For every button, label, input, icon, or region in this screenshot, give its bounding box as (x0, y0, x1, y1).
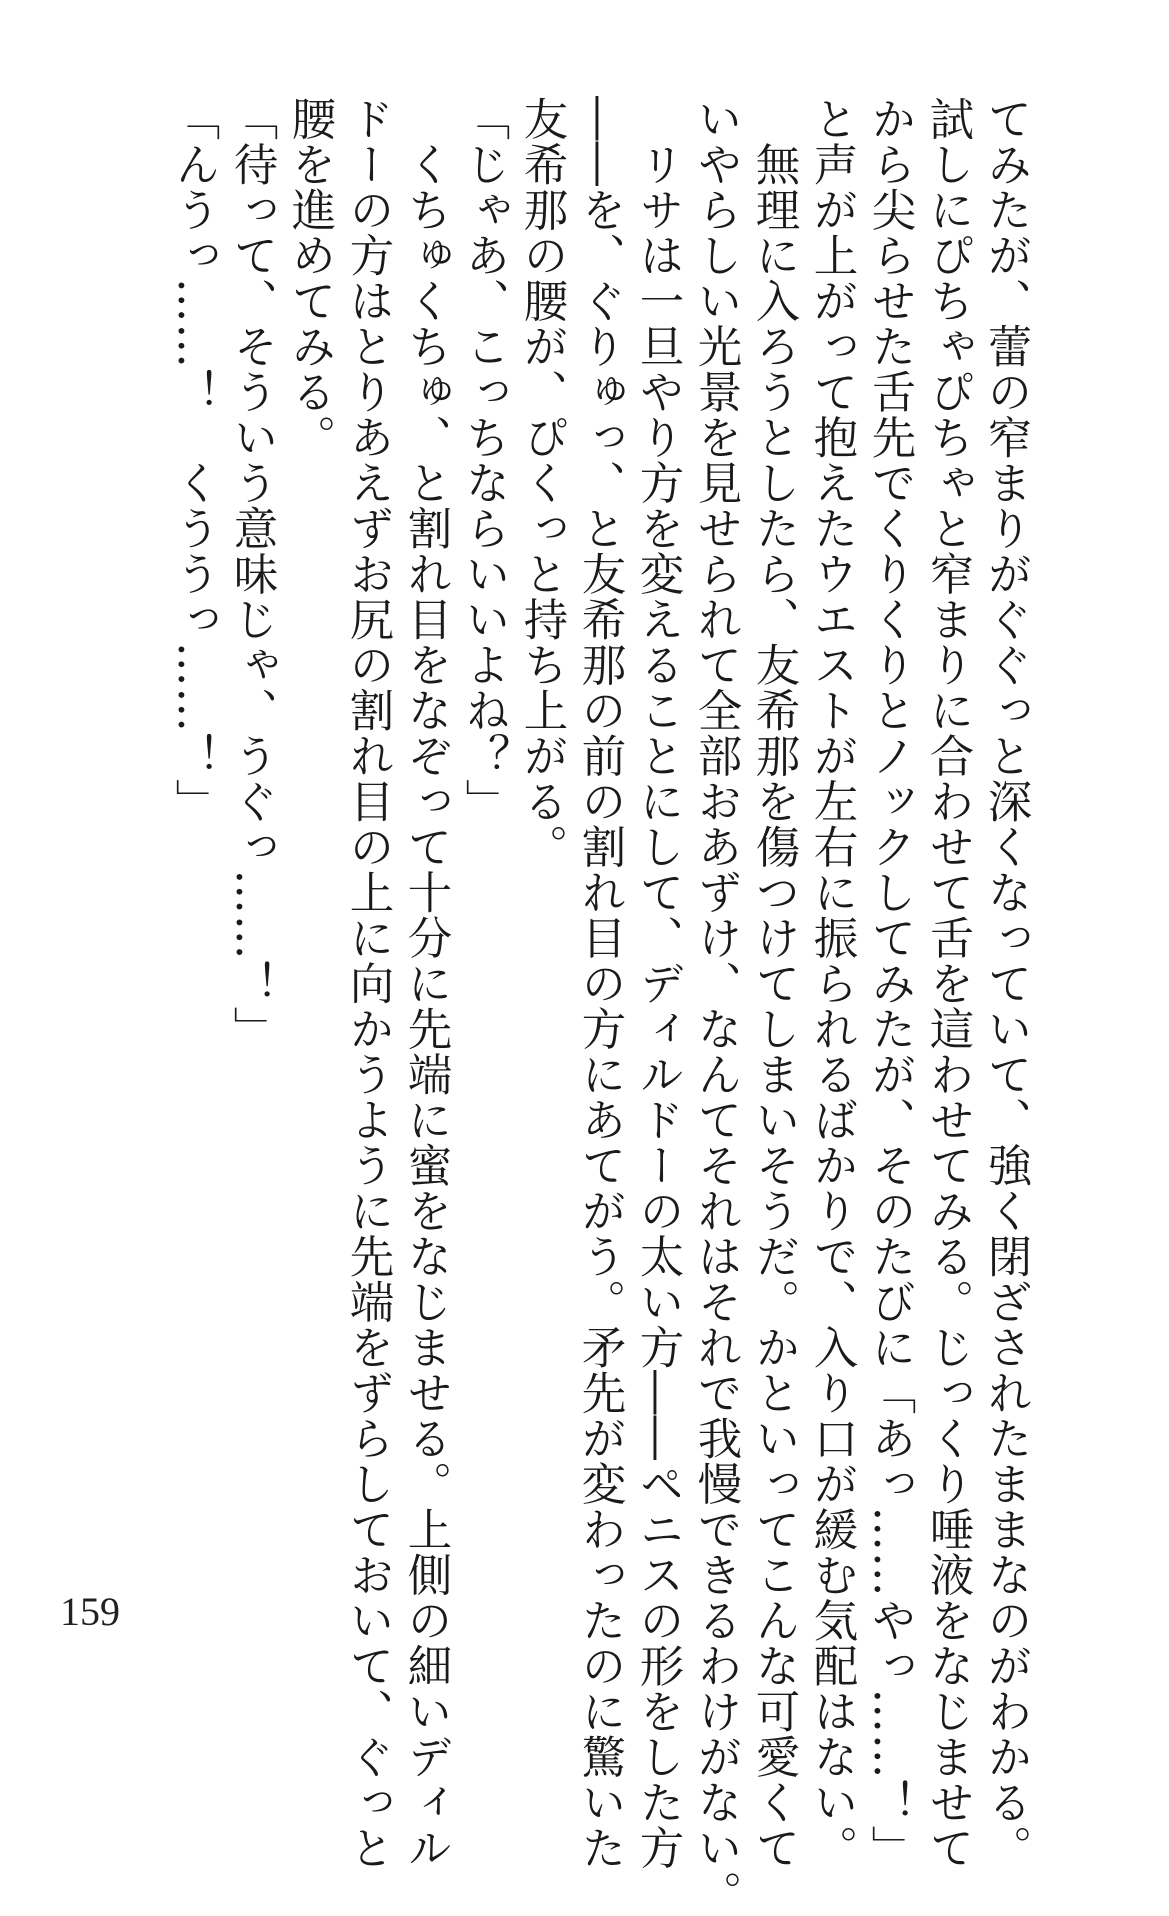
text-line: ――を、ぐりゅっ、と友希那の前の割れ目の方にあてがう。矛先が変わったのに驚いた (574, 96, 625, 1871)
text-line: いやらしい光景を見せられて全部おあずけ、なんてそれはそれで我慢できるわけがない。 (690, 96, 741, 1916)
text-line: 試しにぴちゃぴちゃと窄まりに合わせて舌を這わせてみる。じっくり唾液をなじませて (922, 96, 973, 1871)
text-line: 「じゃあ、こっちならいいよね？」 (458, 96, 509, 824)
text-line: てみたが、蕾の窄まりがぐぐっと深くなっていて、強く閉ざされたままなのがわかる。 (980, 96, 1031, 1871)
text-line: から尖らせた舌先でくりくりとノックしてみたが、そのたびに「あっ……やっ……！」 (864, 96, 915, 1871)
text-line: リサは一旦やり方を変えることにして、ディルドーの太い方――ペニスの形をした方 (632, 96, 683, 1871)
text-line: 友希那の腰が、ぴくっと持ち上がる。 (516, 96, 567, 870)
text-line: 「待って、そういう意味じゃ、うぐっ……！」 (226, 96, 277, 1052)
text-line: くちゅくちゅ、と割れ目をなぞって十分に先端に蜜をなじませる。上側の細いディル (400, 96, 451, 1871)
text-line: 無理に入ろうとしたら、友希那を傷つけてしまいそうだ。かといってこんな可愛くて (748, 96, 799, 1871)
vertical-text-block (164, 96, 1034, 1916)
text-line: ドーの方はとりあえずお尻の割れ目の上に向かうように先端をずらしておいて、ぐっと (342, 96, 393, 1871)
text-line: 腰を進めてみる。 (284, 96, 335, 460)
page-number: 159 (60, 1589, 120, 1634)
text-line: と声が上がって抱えたウエストが左右に振られるばかりで、入り口が緩む気配はない。 (806, 96, 857, 1871)
text-line: 「んうっ……！ くううっ……！」 (168, 96, 219, 824)
